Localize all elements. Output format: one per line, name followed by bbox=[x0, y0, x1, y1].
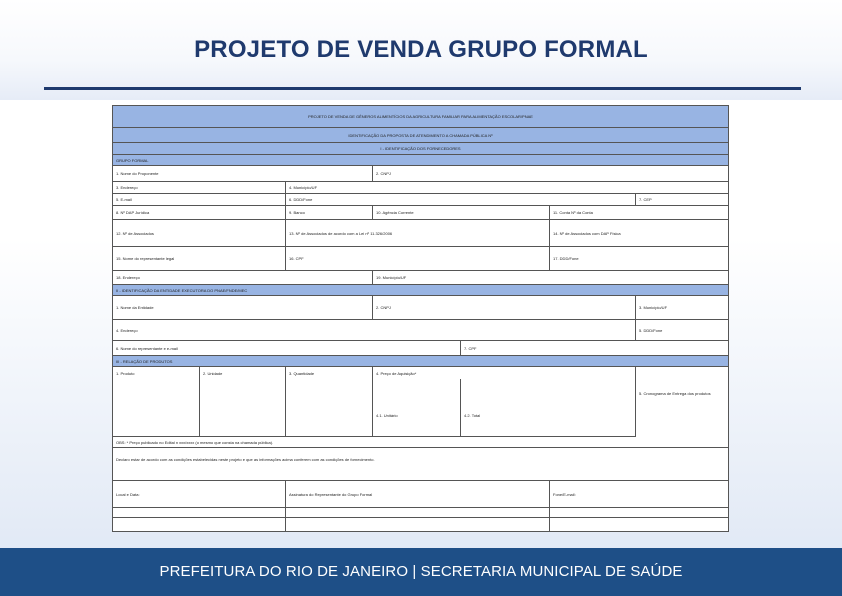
form-row-bank bbox=[113, 206, 728, 220]
field-signature[interactable]: Assinatura do Representante do Grupo Formal bbox=[286, 481, 550, 507]
cell-product[interactable] bbox=[113, 379, 200, 436]
blank-cell[interactable] bbox=[550, 518, 728, 531]
field-associates-dap[interactable]: 14. Nº de Associados com DAP Física bbox=[553, 230, 621, 236]
field-cnpj[interactable]: 2. CNPJ bbox=[376, 171, 391, 176]
form-header-products bbox=[113, 356, 728, 367]
blank-cell[interactable] bbox=[113, 518, 286, 531]
col-unit: 2. Unidade bbox=[200, 367, 286, 379]
field-entity-rep-cpf[interactable]: 7. CPF bbox=[464, 345, 477, 351]
slide-title: PROJETO DE VENDA GRUPO FORMAL bbox=[194, 36, 648, 63]
form-row-address bbox=[113, 182, 728, 194]
form-row-associates bbox=[113, 220, 728, 247]
field-phone-email[interactable]: Fone/E-mail: bbox=[553, 491, 576, 497]
field-entity-city[interactable]: 3. Município/UF bbox=[639, 305, 668, 310]
footer-text: PREFEITURA DO RIO DE JANEIRO | SECRETARIA MUNICIPAL DE SAÚDE bbox=[159, 563, 683, 580]
declaration-text: Declaro estar de acordo com as condições estabelecidas neste projeto e que as informações acima conferem com as condições de fornecimento. bbox=[116, 457, 375, 462]
col-quantity: 3. Quantidade bbox=[286, 367, 373, 379]
col-price-total: 4.2. Total bbox=[461, 379, 636, 436]
col-schedule: 5. Cronograma de Entrega dos produtos bbox=[636, 367, 728, 437]
field-rep-phone[interactable]: 17. DDD/Fone bbox=[553, 256, 579, 261]
field-entity-phone[interactable]: 5. DDD/Fone bbox=[639, 327, 663, 333]
form-row-blank-1 bbox=[113, 508, 728, 518]
form-header-group-text: GRUPO FORMAL bbox=[116, 157, 149, 163]
footer-bar bbox=[0, 548, 842, 596]
field-associates[interactable]: 12. Nº de Associados bbox=[113, 220, 286, 246]
field-legal-rep[interactable]: 15. Nome do representante legal bbox=[113, 247, 286, 270]
form-header-project-text: PROJETO DE VENDA DE GÊNEROS ALIMENTÍCIOS DA AGRICULTURA FAMILIAR PARA ALIMENTAÇÃO ESCOLAR/PNAE bbox=[308, 114, 533, 119]
form-header-entity-text: II - IDENTIFICAÇÃO DA ENTIDADE EXECUTORA DO PNAE/FNDE/MEC bbox=[116, 287, 248, 293]
field-email[interactable]: 5. E-mail bbox=[113, 194, 286, 205]
form-row-products-sub bbox=[113, 379, 728, 437]
field-entity-address[interactable]: 4. Endereço bbox=[113, 320, 636, 340]
field-entity-cnpj[interactable]: 2. CNPJ bbox=[373, 296, 636, 319]
form-row-rep-address bbox=[113, 271, 728, 285]
cell-quantity[interactable] bbox=[286, 379, 373, 436]
form-header-call bbox=[113, 128, 728, 143]
form-row-declaration bbox=[113, 448, 728, 481]
col-product: 1. Produto bbox=[113, 367, 200, 379]
field-entity-rep[interactable]: 6. Nome do representante e e-mail bbox=[113, 341, 461, 355]
form-row-signature bbox=[113, 481, 728, 508]
form-row-entity bbox=[113, 296, 728, 320]
form-header-project bbox=[113, 106, 728, 128]
blank-cell[interactable] bbox=[113, 508, 286, 517]
field-dap-juridica[interactable]: 8. Nº DAP Jurídica bbox=[113, 206, 286, 219]
field-phone[interactable]: 6. DDD/Fone bbox=[286, 194, 636, 205]
field-associates-law[interactable]: 13. Nº de Associados de acordo com a Lei nº 11.326/2006 bbox=[286, 220, 550, 246]
field-agency[interactable]: 10. Agência Corrente bbox=[373, 206, 550, 219]
form-row-entity-rep bbox=[113, 341, 728, 356]
form-row-proponent bbox=[113, 166, 728, 182]
form-header-call-text: IDENTIFICAÇÃO DA PROPOSTA DE ATENDIMENTO A CHAMADA PÚBLICA Nº bbox=[348, 132, 493, 138]
form-row-contact bbox=[113, 194, 728, 206]
field-bank[interactable]: 9. Banco bbox=[286, 206, 373, 219]
sales-project-form bbox=[112, 105, 729, 532]
note-price: OBS: * Preço publicado no Edital n xxx/xxxx (o mesmo que consta na chamada pública). bbox=[116, 439, 274, 445]
form-header-entity bbox=[113, 285, 728, 296]
field-entity-name[interactable]: 1. Nome da Entidade bbox=[113, 296, 373, 319]
field-rep-cpf[interactable]: 16. CPF bbox=[286, 247, 550, 270]
field-proponent-name[interactable]: 1. Nome do Proponente bbox=[113, 166, 373, 181]
field-rep-city[interactable]: 19. Município/UF bbox=[376, 275, 407, 280]
form-header-products-text: III - RELAÇÃO DE PRODUTOS bbox=[116, 358, 173, 364]
form-row-representative bbox=[113, 247, 728, 271]
title-underline bbox=[44, 87, 801, 90]
blank-cell[interactable] bbox=[550, 508, 728, 517]
cell-unit[interactable] bbox=[200, 379, 286, 436]
form-header-suppliers bbox=[113, 143, 728, 155]
blank-cell[interactable] bbox=[286, 518, 550, 531]
field-cep[interactable]: 7. CEP bbox=[639, 197, 652, 202]
form-row-blank-2 bbox=[113, 518, 728, 531]
blank-cell[interactable] bbox=[286, 508, 550, 517]
form-row-note-price bbox=[113, 437, 728, 448]
field-address[interactable]: 3. Endereço bbox=[113, 182, 286, 193]
field-rep-address[interactable]: 18. Endereço bbox=[113, 271, 373, 284]
form-header-group bbox=[113, 155, 728, 166]
form-row-entity-address bbox=[113, 320, 728, 341]
form-header-suppliers-text: I - IDENTIFICAÇÃO DOS FORNECEDORES bbox=[380, 146, 461, 151]
field-place-date[interactable]: Local e Data: bbox=[113, 481, 286, 507]
field-city-state[interactable]: 4. Município/UF bbox=[289, 185, 318, 190]
col-price: 4. Preço de Aquisição* bbox=[373, 367, 636, 379]
col-price-unit: 4.1. Unitário bbox=[373, 379, 461, 436]
field-account[interactable]: 11. Conta Nº da Conta bbox=[553, 210, 593, 215]
